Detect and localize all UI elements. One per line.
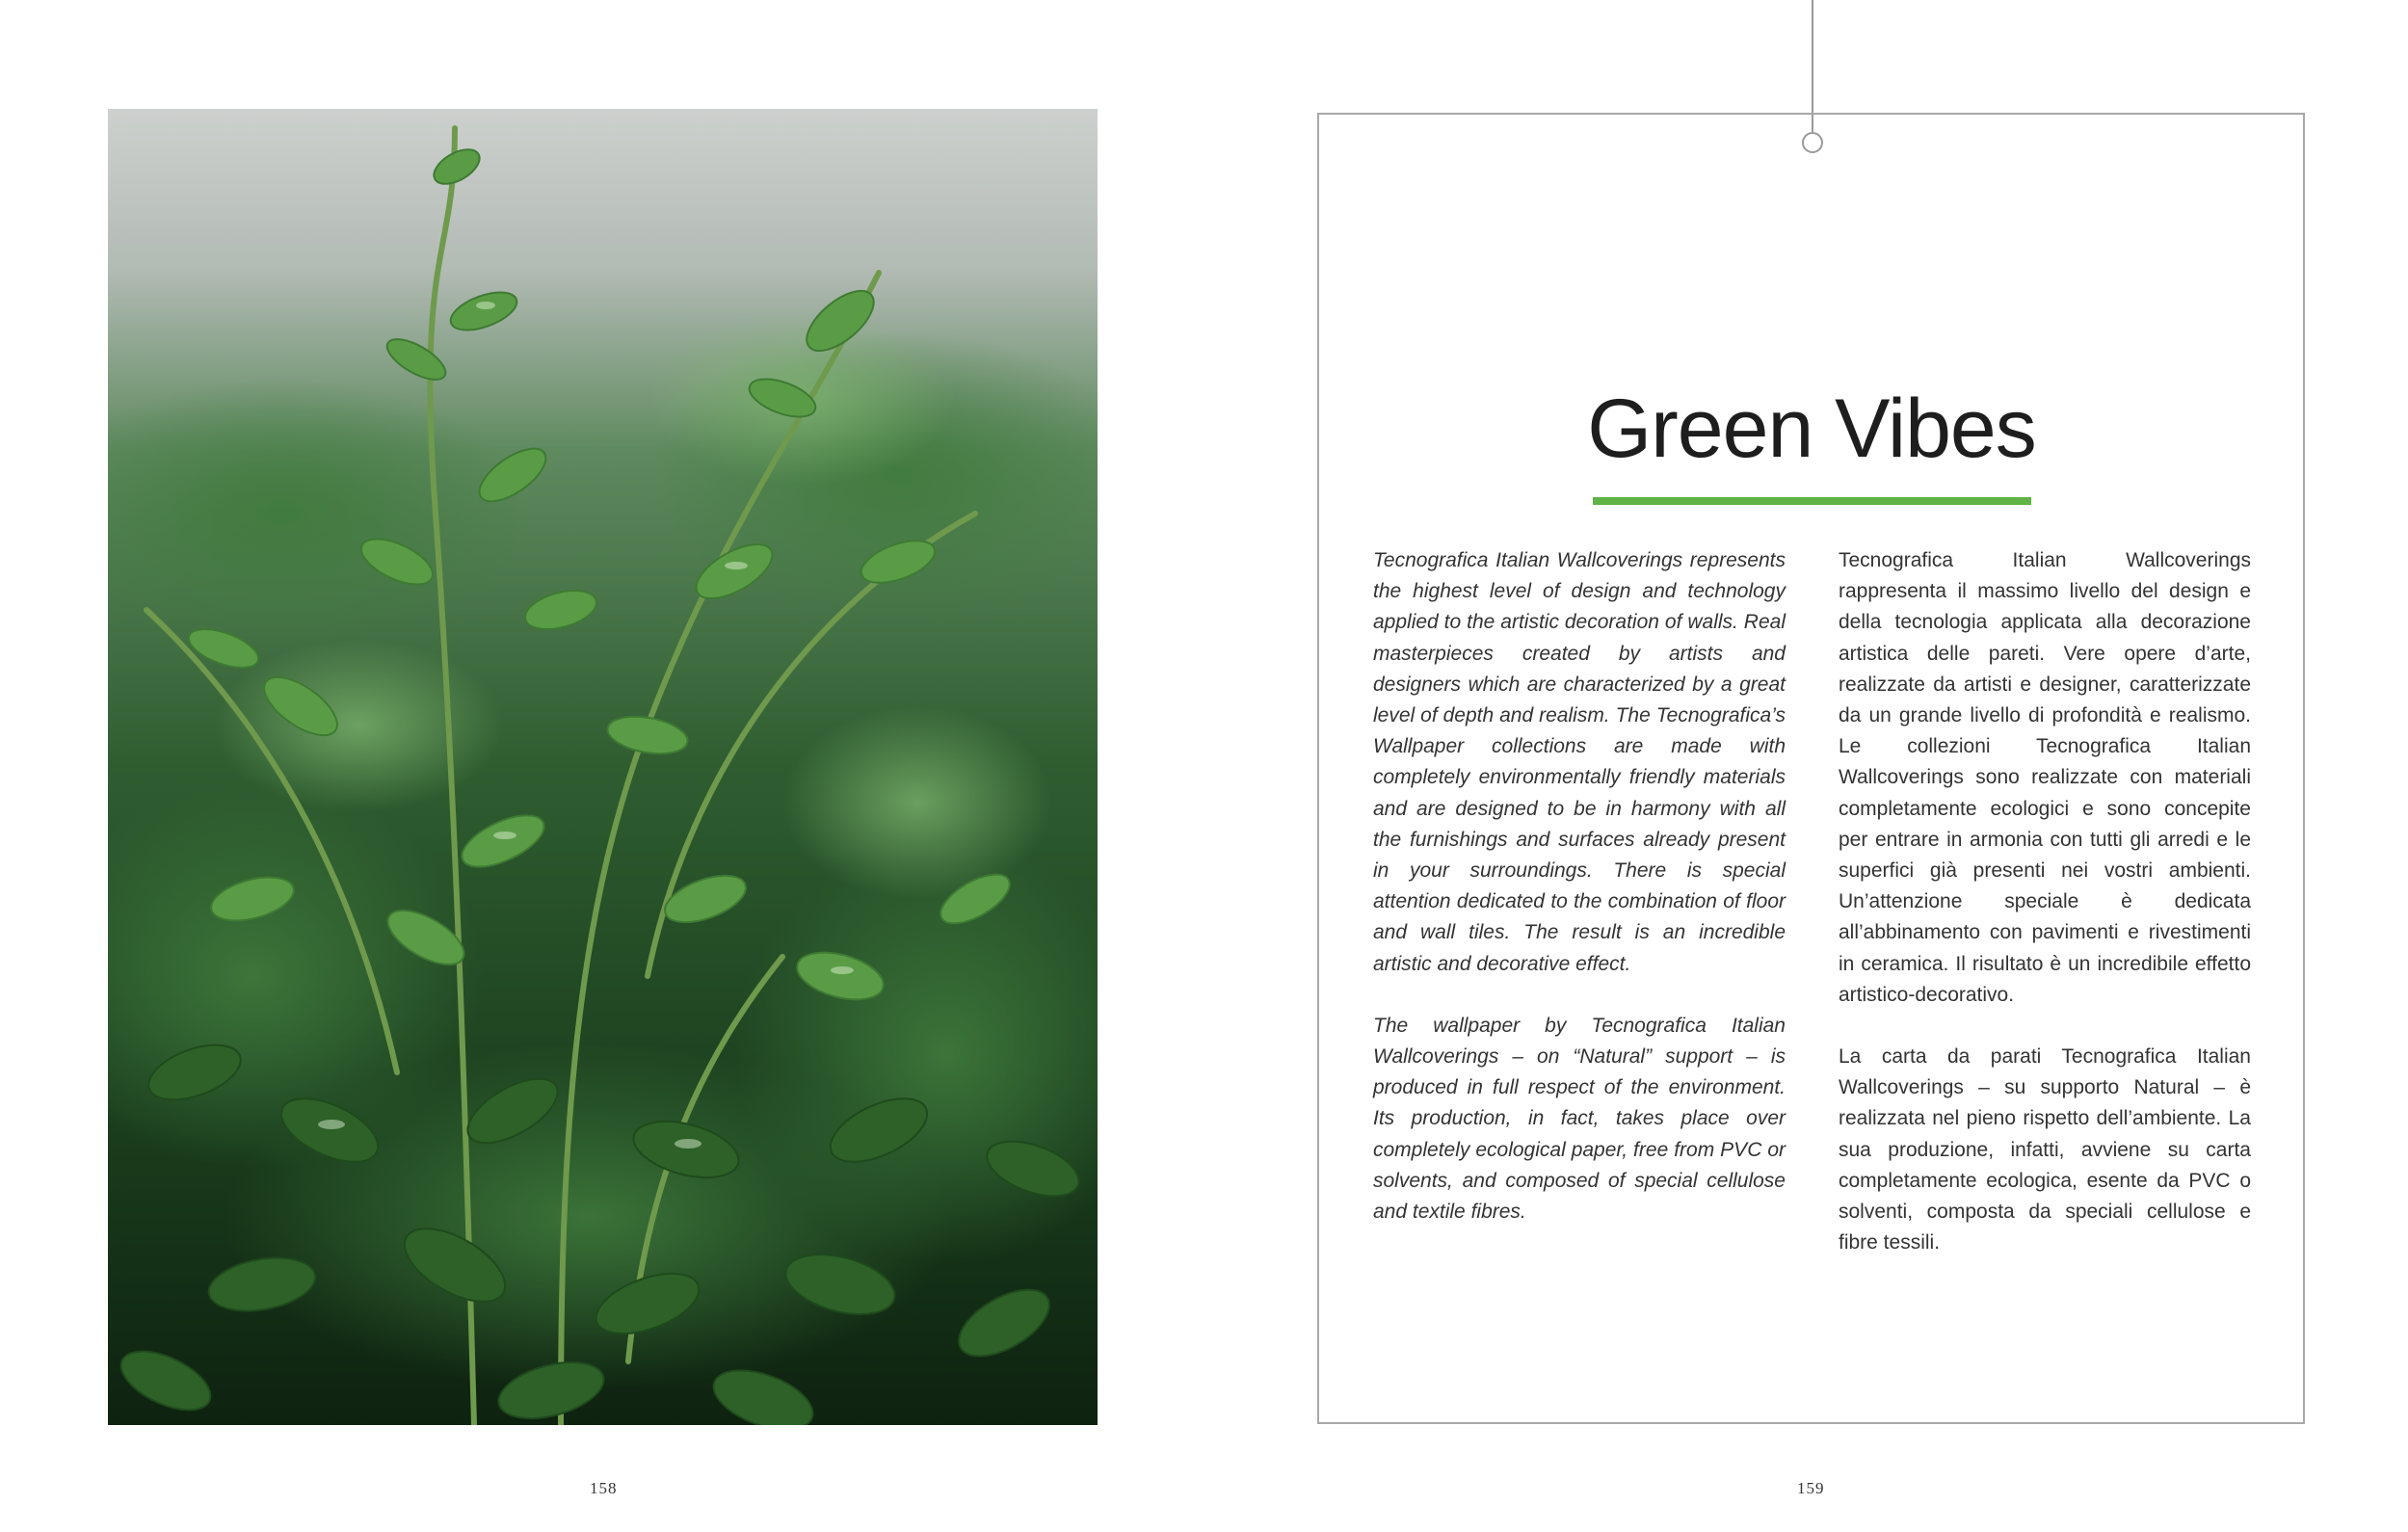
page-number-left: 158 bbox=[590, 1479, 618, 1497]
english-column bbox=[1373, 545, 1786, 1258]
page-number-right: 159 bbox=[1797, 1479, 1825, 1497]
title-underline bbox=[1593, 497, 2031, 505]
page-title: Green Vibes bbox=[1587, 383, 2036, 475]
english-paragraph-1: Tecnografica Italian Wallcoverings represents the highest level of design and technology applied to the artistic decoration of walls. Real masterpieces created by artists and designers which are characterized by a great level of depth and realism. The Tecnografica’s Wallpaper collections are made with completely environmentally friendly materials and are designed to be in harmony with all the furnishings and surfaces already present in your surroundings. There is special attention dedicated to the combination of floor and wall tiles. The result is an incredible artistic and decorative effect. bbox=[1373, 549, 1786, 975]
plant-photo-illustration bbox=[108, 109, 1098, 1425]
italian-paragraph-1: Tecnografica Italian Wallcoverings rappresenta il massimo livello del design e della tecnologia applicata alla decorazione artistica delle pareti. Vere opere d’arte, realizzate da artisti e designer, caratterizzate da un grande livello di profondità e realismo. Le collezioni Tecnografica Italian Wallcoverings sono realizzate con materiali completamente ecologici e sono concepite per entrare in armonia con tutti gli arredi e le superfici già presenti nei vostri ambienti. Un’attenzione speciale è dedicata all’abbinamento con pavimenti e rivestimenti in ceramica. Il risultato è un incredibile effetto artistico-decorativo. bbox=[1839, 549, 2251, 1006]
plant-photo bbox=[108, 109, 1098, 1425]
english-paragraph-2: The wallpaper by Tecnografica Italian Wallcoverings – on “Natural” support – is produced in full respect of the environment. Its production, in fact, takes place over completely ecological paper, free from PVC or solvents, and composed of special cellulose and textile fibres. bbox=[1373, 1014, 1786, 1224]
italian-paragraph-2: La carta da parati Tecnografica Italian Wallcoverings – su supporto Natural – è realizzata nel pieno rispetto dell’ambiente. La sua produzione, infatti, avviene su carta completamente ecologica, esente da PVC o solventi, composta da speciali cellulose e fibre tessili. bbox=[1839, 1045, 2251, 1255]
italian-column bbox=[1839, 545, 2251, 1289]
